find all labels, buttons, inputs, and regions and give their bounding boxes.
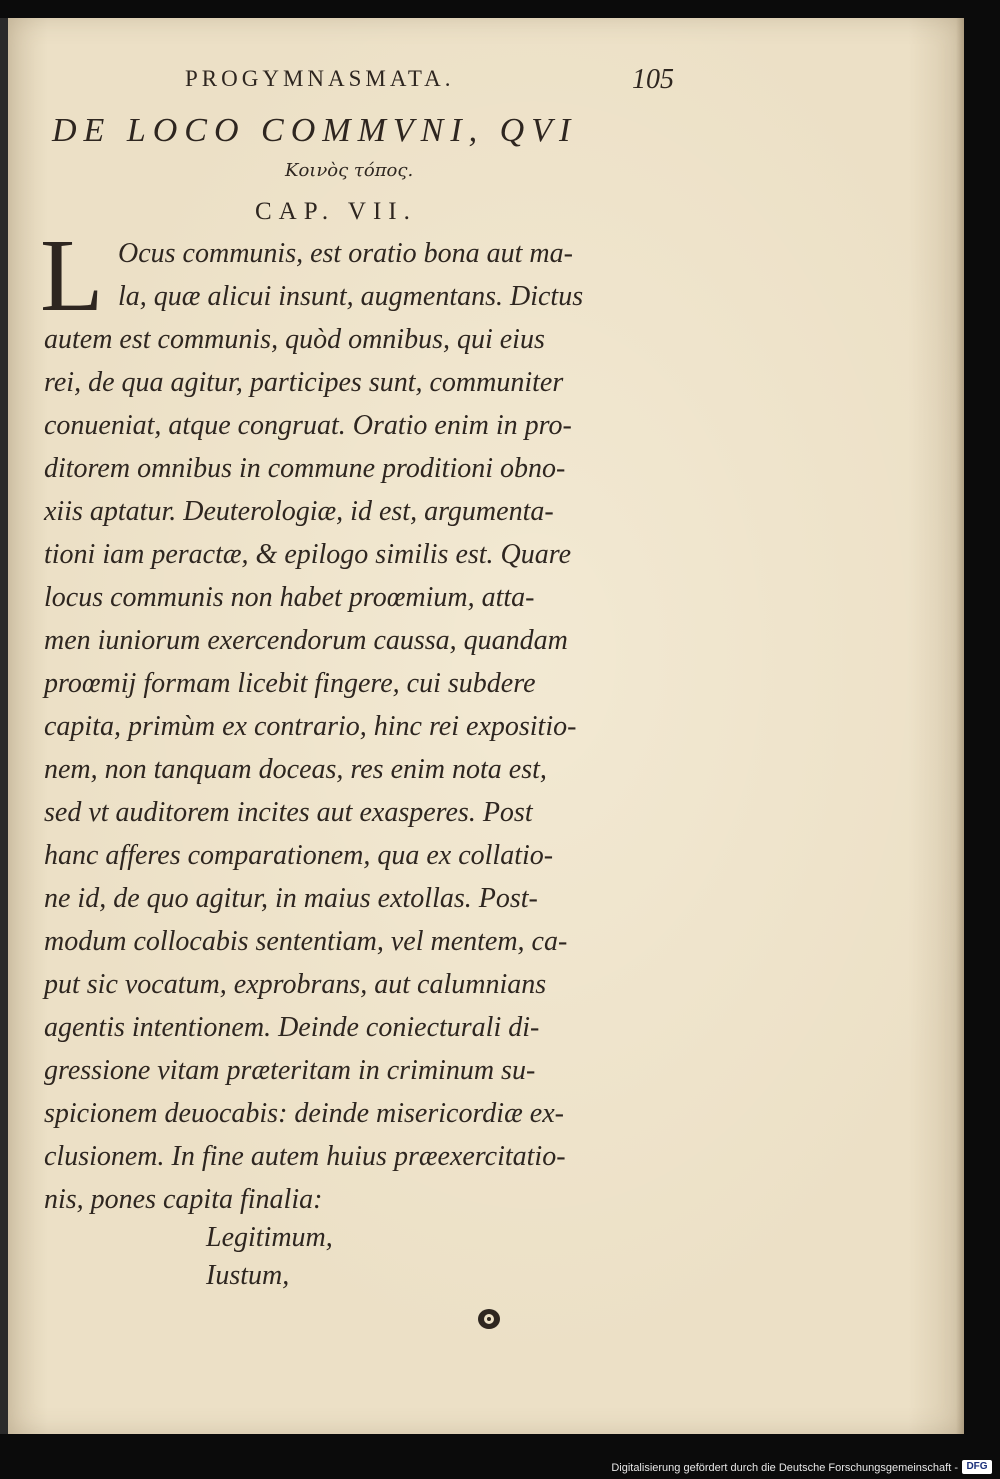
text-line: nem, non tanquam doceas, res enim nota est, — [44, 754, 547, 785]
text-line: ditorem omnibus in commune proditioni obno- — [44, 453, 566, 484]
text-line: agentis intentionem. Deinde coniecturali di- — [44, 1012, 540, 1043]
text-line: clusionem. In fine autem huius præexercitatio- — [44, 1141, 566, 1172]
text-line: nis, pones capita finalia: — [44, 1184, 323, 1215]
text-line: spicionem deuocabis: deinde misericordiæ ex- — [44, 1098, 564, 1129]
dfg-logo: DFG — [962, 1460, 992, 1474]
digitization-credit: Digitalisierung gefördert durch die Deutsche Forschungsgemeinschaft - — [611, 1462, 958, 1474]
text-line: sed vt auditorem incites aut exasperes. Post — [44, 797, 533, 828]
text-line: capita, primùm ex contrario, hinc rei expositio- — [44, 711, 577, 742]
greek-subtitle: Κοινὸς τόπος. — [285, 160, 414, 181]
ornament-icon — [478, 1309, 500, 1329]
text-line: modum collocabis sententiam, vel mentem, ca- — [44, 926, 568, 957]
text-line: Ocus communis, est oratio bona aut ma- — [118, 238, 573, 269]
running-title: PROGYMNASMATA. — [185, 66, 455, 91]
text-line: la, quæ alicui insunt, augmentans. Dictus — [118, 281, 584, 312]
list-item: Iustum, — [206, 1260, 290, 1291]
chapter-title: DE LOCO COMMVNI, QVI — [52, 112, 578, 149]
text-line: locus communis non habet proœmium, atta- — [44, 582, 535, 613]
text-line: gressione vitam præteritam in criminum su- — [44, 1055, 536, 1086]
page-number: 105 — [632, 64, 674, 95]
text-line: conueniat, atque congruat. Oratio enim in pro- — [44, 410, 572, 441]
text-line: rei, de qua agitur, participes sunt, communiter — [44, 367, 564, 398]
text-line: xiis aptatur. Deuterologiæ, id est, argumenta- — [44, 496, 554, 527]
text-line: ne id, de quo agitur, in maius extollas. Post- — [44, 883, 538, 914]
text-line: proœmij formam licebit fingere, cui subdere — [44, 668, 536, 699]
list-item: Legitimum, — [206, 1222, 333, 1253]
drop-cap: L — [40, 218, 104, 333]
text-line: tioni iam peractæ, & epilogo similis est. Quare — [44, 539, 572, 570]
text-line: men iuniorum exercendorum caussa, quandam — [44, 625, 568, 656]
chapter-number: CAP. VII. — [255, 198, 417, 225]
text-line: put sic vocatum, exprobrans, aut calumnians — [44, 969, 547, 1000]
text-line: autem est communis, quòd omnibus, qui eius — [44, 324, 545, 355]
page-edge-shadow — [956, 18, 964, 1434]
text-line: hanc afferes comparationem, qua ex collatio- — [44, 840, 554, 871]
